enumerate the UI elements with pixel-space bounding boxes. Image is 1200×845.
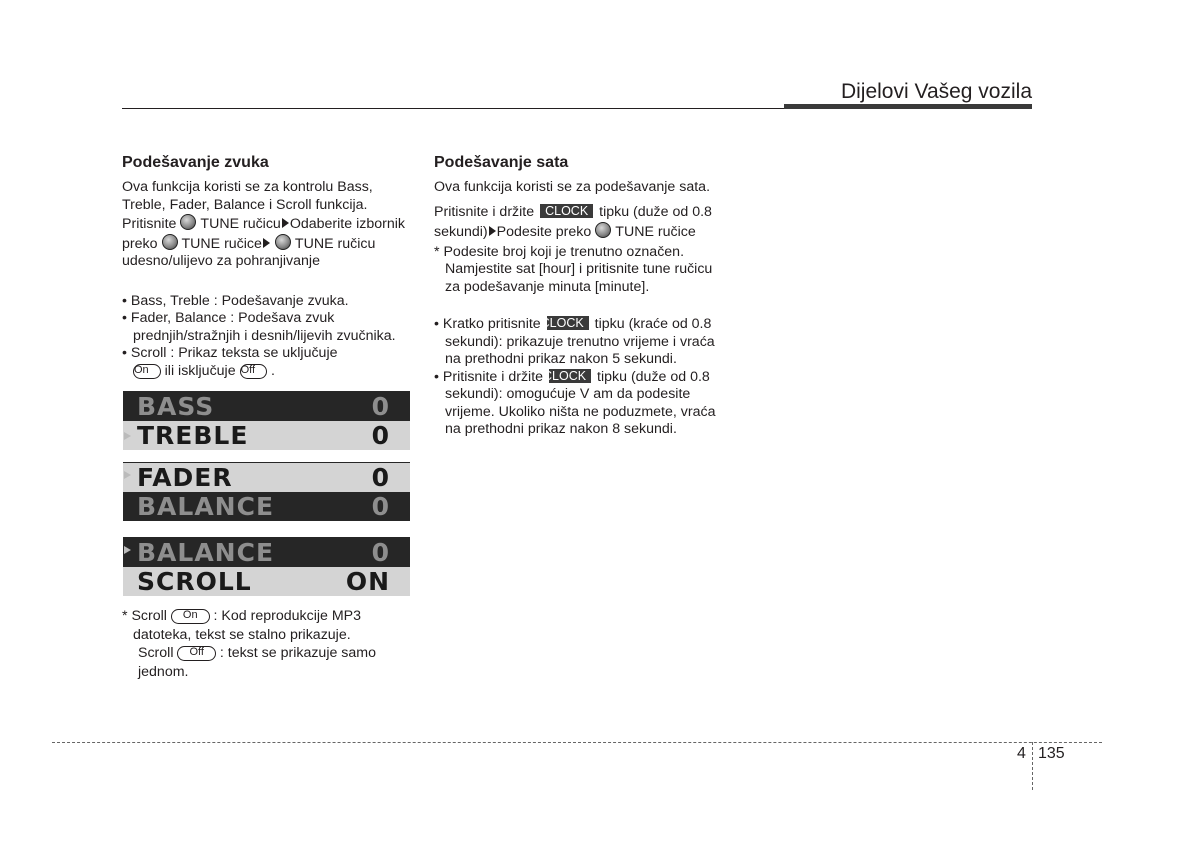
step-text: Podesite preko <box>496 223 592 240</box>
clock-settings-heading: Podešavanje sata <box>434 154 569 171</box>
clock-bullets <box>434 316 724 439</box>
lcd-balance-scroll <box>123 537 410 596</box>
lcd-row <box>123 538 410 567</box>
bullet-long-press <box>434 369 724 439</box>
clock-settings-steps <box>434 203 724 242</box>
lcd-label: BASS <box>137 392 215 421</box>
tune-knob-icon <box>275 234 291 250</box>
note-text: Scroll <box>138 645 174 661</box>
step-text: TUNE ručice <box>615 223 696 240</box>
bullet-text: • Scroll : Prikaz teksta se uključuje <box>122 345 338 361</box>
selection-pointer-icon <box>124 471 131 479</box>
sound-settings-heading: Podešavanje zvuka <box>122 154 269 171</box>
on-button-icon: On <box>171 609 210 624</box>
scroll-on-note <box>122 607 422 626</box>
sound-settings-steps <box>122 214 412 271</box>
note-text: : Kod reprodukcije MP3 <box>213 608 362 624</box>
note-text: : tekst se prikazuje samo <box>219 645 376 661</box>
page-header-title: Dijelovi Vašeg vozila <box>840 80 1032 103</box>
footer-rule <box>52 742 1102 743</box>
clock-settings-intro: Ova funkcija koristi se za podešavanje sata. <box>434 179 711 195</box>
bullet-fader-balance: • Fader, Balance : Podešava zvuk prednjih/stražnjih i desnih/lijevih zvučnika. <box>122 310 396 344</box>
bullet-text: tipku (duže od 0.8 sekundi): omogućuje V am da podesite vrijeme. Ukoliko ništa ne poduzmete, vraća na prethodni prikaz nakon 8 sekundi. <box>445 368 716 437</box>
lcd-value: 0 <box>371 463 390 492</box>
bullet-text: ili isključuje <box>164 362 236 379</box>
footer-divider <box>1032 742 1033 790</box>
step-text: tipku (duže od 0.8 sekundi) <box>434 203 712 240</box>
lcd-value: 0 <box>371 392 390 421</box>
lcd-label: TREBLE <box>137 421 249 450</box>
step-text: TUNE ručice <box>181 235 262 252</box>
bullet-bass-treble: • Bass, Treble : Podešavanje zvuka. <box>122 292 349 309</box>
step-text: izbornik preko <box>122 216 405 252</box>
scroll-off-note-cont: jednom. <box>138 663 189 680</box>
scroll-notes <box>122 607 422 681</box>
chapter-number: 4 <box>1017 745 1026 762</box>
scroll-off-note <box>122 644 422 663</box>
off-button-icon: Off <box>240 364 267 379</box>
lcd-label: BALANCE <box>137 538 275 567</box>
lcd-row <box>123 392 410 421</box>
arrow-right-icon <box>263 238 270 248</box>
step-text: Pritisnite i držite <box>434 203 535 220</box>
bullet-scroll <box>122 345 412 380</box>
bullet-text: . <box>271 362 275 379</box>
clock-button-icon: CLOCK <box>547 316 589 330</box>
lcd-fader-balance <box>123 462 410 521</box>
arrow-right-icon <box>282 218 289 228</box>
step-text: Odaberite <box>289 216 353 232</box>
clock-button-icon: CLOCK <box>540 204 593 218</box>
lcd-label: BALANCE <box>137 492 275 521</box>
header-rule-accent <box>784 104 1032 109</box>
step-text: Pritisnite <box>122 216 177 232</box>
selection-pointer-icon <box>124 432 131 440</box>
clock-star-note: * Podesite broj koji je trenutno označen. Namjestite sat [hour] i pritisnite tune ručicu za podešavanje minuta [minute]. <box>434 243 713 295</box>
tune-knob-icon <box>162 234 178 250</box>
selection-pointer-icon <box>124 546 131 554</box>
lcd-bass-treble <box>123 391 410 450</box>
sound-settings-section <box>122 153 412 380</box>
bullet-text: tipku (kraće od 0.8 sekundi): prikazuje trenutno vrijeme i vraća na prethodni prikaz nakon 5 sekundi. <box>445 316 715 367</box>
off-button-icon: Off <box>177 646 215 661</box>
lcd-value: 0 <box>371 538 390 567</box>
bullet-text: • Kratko pritisnite <box>434 316 541 332</box>
note-text: * Scroll <box>122 608 167 624</box>
step-text: ručicu udesno/ulijevo za pohranjivanje <box>122 235 376 269</box>
lcd-value: 0 <box>371 492 390 521</box>
scroll-on-note-cont: datoteka, tekst se stalno prikazuje. <box>133 626 351 643</box>
sound-settings-intro: Ova funkcija koristi se za kontrolu Bass, Treble, Fader, Balance i Scroll funkcija. <box>122 179 373 213</box>
page-number: 135 <box>1038 745 1065 762</box>
lcd-row-selected <box>123 463 410 492</box>
lcd-value: ON <box>345 567 390 596</box>
tune-knob-icon <box>595 222 611 238</box>
lcd-row-selected <box>123 421 410 450</box>
tune-knob-icon <box>180 214 196 230</box>
lcd-label: SCROLL <box>137 567 252 596</box>
arrow-right-icon <box>489 226 496 236</box>
bullet-text: • Pritisnite i držite <box>434 368 544 385</box>
sound-settings-bullets <box>122 293 412 381</box>
lcd-value: 0 <box>371 421 390 450</box>
lcd-row-selected <box>123 567 410 596</box>
bullet-short-press <box>434 316 724 369</box>
lcd-label: FADER <box>137 463 233 492</box>
clock-settings-section <box>434 153 724 439</box>
on-button-icon: On <box>133 364 161 379</box>
lcd-row <box>123 492 410 521</box>
step-text: TUNE ručicu <box>200 216 281 232</box>
clock-button-icon: CLOCK <box>549 369 591 383</box>
header-rule <box>122 108 784 109</box>
step-text: TUNE <box>294 235 334 252</box>
